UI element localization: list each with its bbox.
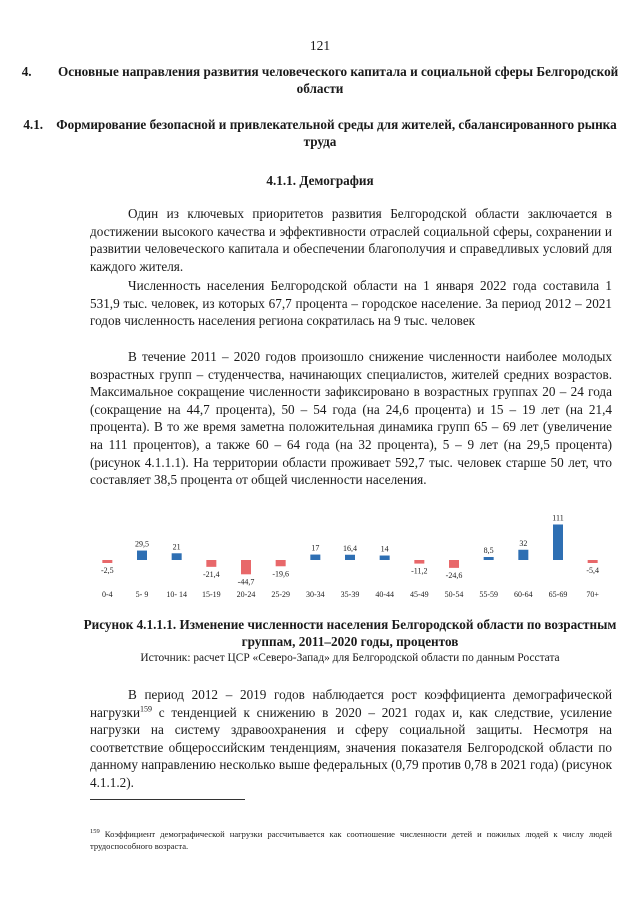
value-label: 14: [380, 544, 389, 554]
category-label: 10- 14: [166, 590, 188, 599]
category-label: 30-34: [305, 590, 325, 599]
age-group-change-chart: [90, 513, 610, 600]
figure-caption: [80, 616, 620, 650]
paragraph-4: [90, 686, 612, 792]
subsubsection-heading: 4.1.1. Демография: [266, 173, 374, 188]
value-label: 111: [552, 513, 564, 523]
footnote-reference: 159: [140, 704, 153, 714]
value-label: 16,4: [343, 543, 357, 553]
bar-50-54: [449, 560, 459, 568]
paragraph-3: [90, 348, 612, 489]
figure-source: Источник: расчет ЦСР «Северо-Запад» для Белгородской области по данным Росстата: [140, 652, 560, 664]
bar-55-59: [484, 557, 494, 560]
category-label: 5- 9: [135, 590, 149, 599]
value-label: 29,5: [135, 539, 149, 549]
category-label: 40-44: [375, 590, 395, 599]
paragraph-4-text: [90, 686, 612, 792]
paragraph-3-text: В течение 2011 – 2020 годов произошло снижение численности наиболее молодых возрастных групп – студенчества, начинающих специалистов, жителей средних возрастов. Максимальное сокращение численности зафиксировано в возрастных группах 20 – 24 года (сокращение на 44,7 процента), 50 – 54 года (на 24,6 процента) и 15 – 19 лет (на 21,4 процента). В то же время заметна положительная динамика групп 65 – 69 лет (увеличение на 111 процентов), а также 60 – 64 года (на 32 процента), 5 – 9 лет (на 29,5 процента) (рисунок 4.1.1.1). На территории области проживает 592,7 тыс. человек старше 50 лет, что составляет 38,5 процента от общей численности населения.: [90, 349, 612, 488]
value-label: -24,6: [445, 570, 463, 580]
bar-10-14: [172, 553, 182, 560]
bar-20-24: [241, 560, 251, 574]
bar-30-34: [310, 555, 320, 560]
category-label: 25-29: [271, 590, 291, 599]
category-label: 55-59: [479, 590, 499, 599]
page-number: 121: [309, 38, 331, 53]
footnote: [90, 828, 612, 852]
bar-40-44: [380, 556, 390, 560]
value-label: -5,4: [586, 566, 600, 575]
value-label: -19,6: [272, 569, 290, 579]
value-label: -2,5: [100, 566, 114, 575]
figure-caption-title: . Изменение численности населения Белгородской области по возрастным группам, 2011–2020 годы, процентов: [172, 617, 617, 649]
paragraph-1-text: Один из ключевых приоритетов развития Белгородской области заключается в достижении высокого качества и эффективности отраслей социальной сферы, сохранении и развитии человеческого капитала и обеспечении благополучия и справедливых условий для каждого жителя.: [90, 206, 612, 274]
category-label: 20-24: [236, 590, 256, 599]
bar-15-19: [206, 560, 216, 567]
footnote-mark: 159: [90, 828, 100, 836]
bar-25-29: [276, 560, 286, 566]
paragraph-1: [90, 205, 612, 275]
category-label: 50-54: [444, 590, 464, 599]
footnote-divider: [90, 799, 245, 800]
paragraph-4-after: с тенденцией к снижению в 2020 – 2021 годах и, как следствие, усиление нагрузки на систему здравоохранения и сферу социальной защиты. Несмотря на соответствие общероссийским тенденциям, значения показателя Белгородской области по данному направлению несколько выше федеральных (0,79 против 0,78 в 2021 года) (рисунок 4.1.1.2).: [90, 704, 612, 790]
category-label: 65-69: [548, 590, 568, 599]
paragraph-4-before: В период 2012 – 2019 годов наблюдается рост коэффициента демографической нагрузки: [90, 687, 612, 720]
subsection-heading: 4.1. Формирование безопасной и привлекательной среды для жителей, сбалансированного рынка труда: [23, 117, 617, 149]
value-label: 17: [311, 543, 320, 553]
value-label: 21: [172, 542, 181, 552]
figure-caption-number: Рисунок 4.1.1.1: [83, 617, 173, 632]
value-label: -44,7: [237, 577, 255, 587]
section-heading: 4. Основные направления развития человеческого капитала и социальной сферы Белгородской области: [21, 64, 619, 96]
category-label: 60-64: [513, 590, 533, 599]
category-label: 45-49: [409, 590, 429, 599]
bar-5-9: [137, 551, 147, 560]
value-label: 8,5: [483, 546, 494, 555]
bar-35-39: [345, 555, 355, 560]
value-label: -11,2: [411, 566, 428, 576]
bar-60-64: [518, 550, 528, 560]
paragraph-2: [90, 277, 612, 330]
paragraph-2-text: Численность населения Белгородской области на 1 января 2022 года составила 1 531,9 тыс. человек, из которых 67,7 процента – городское население. За период 2012 – 2021 годов численность населения региона сократилась на 9 тыс. человек: [90, 278, 612, 329]
category-label: 0-4: [101, 590, 113, 599]
bar-45-49: [414, 560, 424, 564]
footnote-text: Коэффициент демографической нагрузки рассчитывается как соотношение численности детей и пожилых людей к числу людей трудоспособного возраста.: [90, 829, 612, 851]
bar-0-4: [102, 560, 112, 563]
category-label: 70+: [586, 590, 599, 599]
category-label: 35-39: [340, 590, 360, 599]
bar-70+: [588, 560, 598, 563]
bar-65-69: [553, 524, 563, 560]
value-label: -21,4: [202, 569, 220, 579]
value-label: 32: [519, 538, 528, 548]
category-label: 15-19: [201, 590, 221, 599]
